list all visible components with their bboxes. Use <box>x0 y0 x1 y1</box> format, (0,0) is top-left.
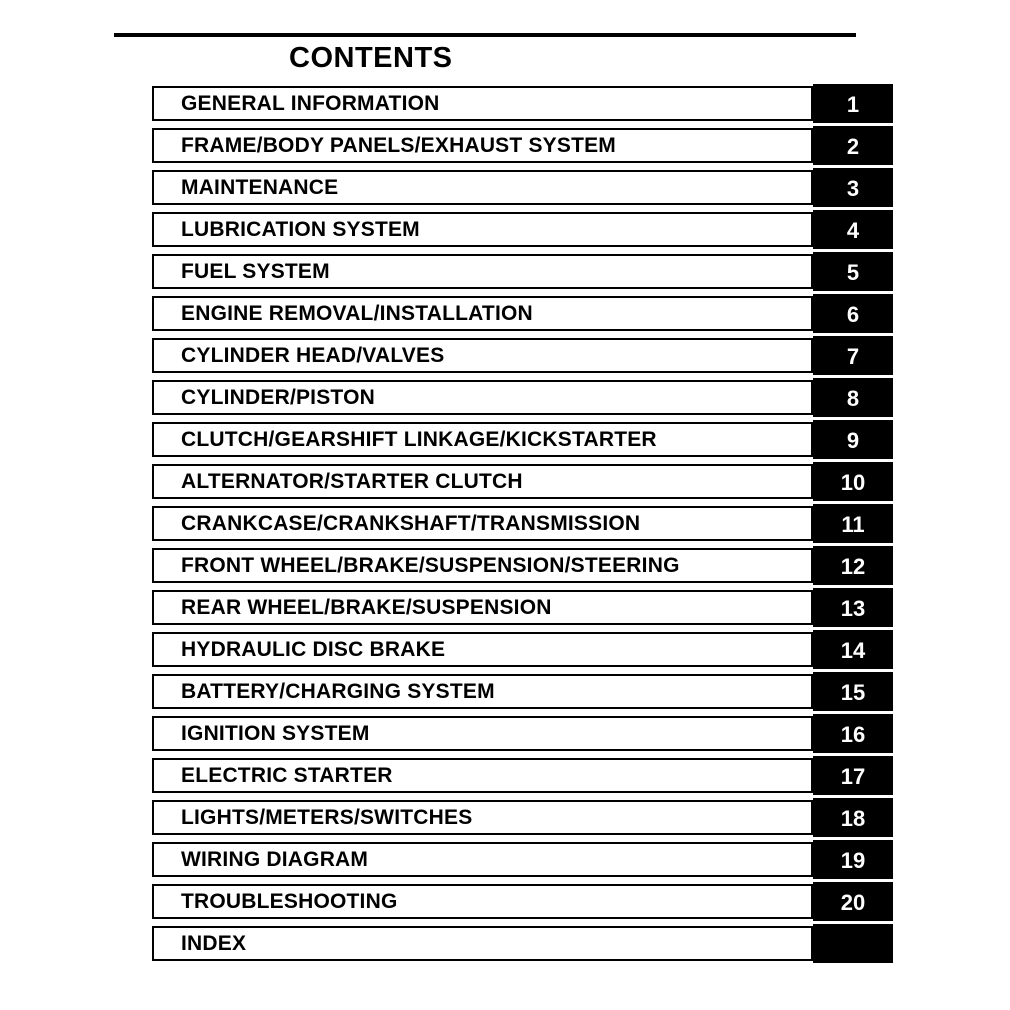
chapter-title-box <box>152 506 813 541</box>
chapter-number: 20 <box>840 890 866 915</box>
chapter-title-box <box>152 422 813 457</box>
chapter-number-box <box>813 546 893 585</box>
chapter-title-box <box>152 758 813 793</box>
chapter-title: MAINTENANCE <box>181 176 339 199</box>
chapter-number-box <box>813 168 893 207</box>
chapter-number-box <box>813 588 893 627</box>
chapter-number: 4 <box>846 218 860 243</box>
chapter-title-box <box>152 884 813 919</box>
chapter-title: CRANKCASE/CRANKSHAFT/TRANSMISSION <box>181 512 641 535</box>
chapter-number-box <box>813 126 893 165</box>
table-row <box>152 170 893 205</box>
chapter-title-box <box>152 86 813 121</box>
chapter-title: FRAME/BODY PANELS/EXHAUST SYSTEM <box>181 134 617 157</box>
chapter-title: CLUTCH/GEARSHIFT LINKAGE/KICKSTARTER <box>181 428 657 451</box>
chapter-title-box <box>152 464 813 499</box>
table-row <box>152 128 893 163</box>
chapter-title-box <box>152 338 813 373</box>
chapter-number-box <box>813 336 893 375</box>
chapter-title: IGNITION SYSTEM <box>181 722 370 745</box>
chapter-number: 15 <box>840 680 866 705</box>
chapter-number-box <box>813 378 893 417</box>
chapter-number: 17 <box>840 764 866 789</box>
chapter-number-box <box>813 504 893 543</box>
chapter-number-box <box>813 630 893 669</box>
chapter-title-box <box>152 926 813 961</box>
table-row <box>152 338 893 373</box>
chapter-number: 5 <box>846 260 860 285</box>
chapter-number: 16 <box>840 722 866 747</box>
table-row <box>152 758 893 793</box>
chapter-number-box <box>813 756 893 795</box>
chapter-number: 3 <box>846 176 860 201</box>
chapter-title-box <box>152 800 813 835</box>
chapter-number: 2 <box>846 134 860 159</box>
chapter-title: WIRING DIAGRAM <box>181 848 369 871</box>
chapter-number: 9 <box>846 428 860 453</box>
chapter-number-box <box>813 210 893 249</box>
chapter-title-box <box>152 674 813 709</box>
page-title: CONTENTS <box>289 42 453 74</box>
chapter-title: ENGINE REMOVAL/INSTALLATION <box>181 302 533 325</box>
table-row <box>152 380 893 415</box>
chapter-title-box <box>152 632 813 667</box>
table-row <box>152 632 893 667</box>
table-row <box>152 506 893 541</box>
table-row <box>152 548 893 583</box>
chapter-number-box <box>813 924 893 963</box>
table-row <box>152 212 893 247</box>
chapter-number-box <box>813 252 893 291</box>
chapter-number-box <box>813 714 893 753</box>
table-row <box>152 590 893 625</box>
chapter-title-box <box>152 296 813 331</box>
chapter-title-box <box>152 548 813 583</box>
chapter-title-box <box>152 590 813 625</box>
table-row <box>152 884 893 919</box>
chapter-title: BATTERY/CHARGING SYSTEM <box>181 680 495 703</box>
chapter-title-box <box>152 716 813 751</box>
chapter-title-box <box>152 254 813 289</box>
chapter-title: LIGHTS/METERS/SWITCHES <box>181 806 473 829</box>
table-row <box>152 86 893 121</box>
table-row <box>152 296 893 331</box>
table-row <box>152 842 893 877</box>
toc-list <box>152 86 893 968</box>
table-row <box>152 254 893 289</box>
chapter-number-box <box>813 294 893 333</box>
chapter-number-box <box>813 84 893 123</box>
chapter-title: FRONT WHEEL/BRAKE/SUSPENSION/STEERING <box>181 554 680 577</box>
chapter-title: CYLINDER/PISTON <box>181 386 375 409</box>
header-rule <box>114 33 856 37</box>
chapter-number: 19 <box>840 848 866 873</box>
table-row <box>152 716 893 751</box>
chapter-number-box <box>813 840 893 879</box>
chapter-number: 18 <box>840 806 866 831</box>
chapter-number-box <box>813 798 893 837</box>
chapter-title: INDEX <box>181 932 247 955</box>
chapter-number: 14 <box>840 638 866 663</box>
chapter-title: LUBRICATION SYSTEM <box>181 218 420 241</box>
chapter-title: REAR WHEEL/BRAKE/SUSPENSION <box>181 596 552 619</box>
chapter-title-box <box>152 212 813 247</box>
chapter-number-box <box>813 462 893 501</box>
chapter-title: HYDRAULIC DISC BRAKE <box>181 638 446 661</box>
chapter-title: CYLINDER HEAD/VALVES <box>181 344 445 367</box>
chapter-title-box <box>152 842 813 877</box>
chapter-title: TROUBLESHOOTING <box>181 890 398 913</box>
table-row <box>152 926 893 961</box>
chapter-number-box <box>813 672 893 711</box>
chapter-number: 7 <box>846 344 860 369</box>
chapter-number: 13 <box>840 596 866 621</box>
chapter-title-box <box>152 170 813 205</box>
chapter-title-box <box>152 128 813 163</box>
chapter-number: 11 <box>841 512 865 537</box>
chapter-number: 6 <box>846 302 860 327</box>
chapter-number-box <box>813 882 893 921</box>
chapter-number: 12 <box>840 554 866 579</box>
table-row <box>152 464 893 499</box>
chapter-number: 8 <box>846 386 860 411</box>
chapter-title: FUEL SYSTEM <box>181 260 330 283</box>
table-row <box>152 800 893 835</box>
chapter-title: ALTERNATOR/STARTER CLUTCH <box>181 470 523 493</box>
table-row <box>152 422 893 457</box>
table-row <box>152 674 893 709</box>
chapter-title: ELECTRIC STARTER <box>181 764 393 787</box>
chapter-number: 10 <box>840 470 866 495</box>
chapter-number: 1 <box>846 92 860 117</box>
chapter-title: GENERAL INFORMATION <box>181 92 440 115</box>
chapter-title-box <box>152 380 813 415</box>
chapter-number-box <box>813 420 893 459</box>
